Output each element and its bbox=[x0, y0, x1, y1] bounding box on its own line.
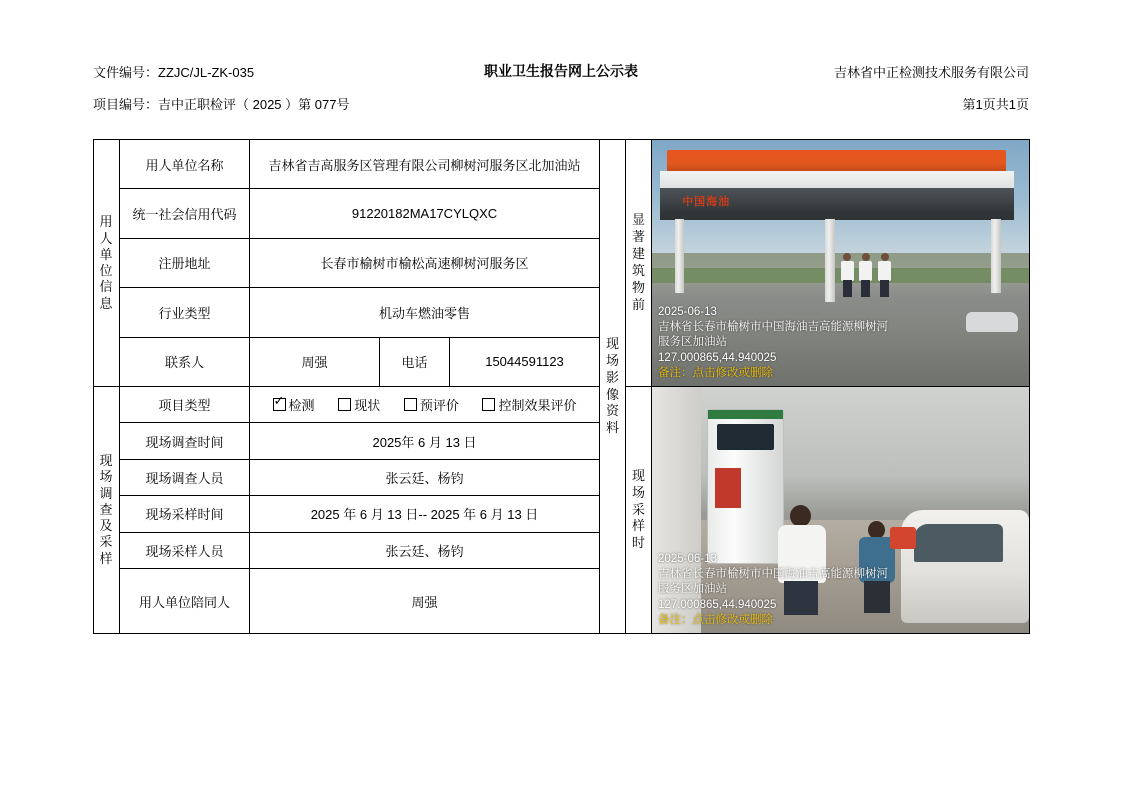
project-type-label: 项目类型 bbox=[120, 387, 250, 423]
document-number: 文件编号：ZZJC/JL-ZK-035 bbox=[93, 65, 255, 80]
page-title: 职业卫生报告网上公示表 bbox=[484, 63, 638, 79]
survey-staff-label: 现场调查人员 bbox=[120, 459, 250, 495]
photo-2-note: 备注：点击修改或删除 bbox=[658, 613, 774, 626]
survey-section-label: 现场调查及采样 bbox=[94, 387, 120, 634]
table-row bbox=[94, 140, 1030, 189]
industry-value: 机动车燃油零售 bbox=[250, 288, 600, 337]
photo-1-location-line1: 吉林省长春市榆树市中国海油吉高能源柳树河 bbox=[658, 321, 889, 334]
industry-label: 行业类型 bbox=[120, 288, 250, 337]
public-disclosure-table bbox=[93, 139, 1030, 634]
photo-1 bbox=[652, 140, 1029, 386]
photo-1-note: 备注：点击修改或删除 bbox=[658, 366, 774, 379]
page-number: 第1页共1页 bbox=[962, 97, 1029, 112]
accompany-value: 周强 bbox=[250, 569, 600, 634]
photo-2-side-label: 现场采样时 bbox=[626, 387, 652, 634]
sampling-time-label: 现场采样时间 bbox=[120, 496, 250, 532]
credit-code-label: 统一社会信用代码 bbox=[120, 189, 250, 238]
address-value: 长春市榆树市榆松高速柳树河服务区 bbox=[250, 238, 600, 287]
employer-section-label: 用人单位信息 bbox=[94, 140, 120, 387]
checkbox-icon[interactable] bbox=[338, 398, 351, 411]
checkbox-icon[interactable] bbox=[482, 398, 495, 411]
company-name: 吉林省中正检测技术服务有限公司 bbox=[833, 65, 1029, 80]
project-number: 项目编号：吉中正职检评（ 2025 ）第 077号 bbox=[93, 97, 350, 112]
survey-time-value: 2025年 6 月 13 日 bbox=[250, 423, 600, 459]
photo-2 bbox=[652, 387, 1029, 633]
project-type-option-0[interactable] bbox=[273, 395, 315, 414]
survey-staff-value: 张云廷、杨钧 bbox=[250, 459, 600, 495]
project-type-option-3[interactable] bbox=[482, 395, 576, 414]
photo-1-date: 2025-06-13 bbox=[658, 306, 717, 319]
contact-value: 周强 bbox=[250, 337, 380, 386]
employer-name-value: 吉林省吉高服务区管理有限公司柳树河服务区北加油站 bbox=[250, 140, 600, 189]
employer-name-label: 用人单位名称 bbox=[120, 140, 250, 189]
accompany-label: 用人单位陪同人 bbox=[120, 569, 250, 634]
contact-label: 联系人 bbox=[120, 337, 250, 386]
table-row bbox=[94, 387, 1030, 423]
photo-1-coordinates: 127.000865,44.940025 bbox=[658, 351, 777, 364]
sampling-time-value: 2025 年 6 月 13 日-- 2025 年 6 月 13 日 bbox=[250, 496, 600, 532]
photo-2-date: 2025-06-13 bbox=[658, 553, 717, 566]
photo-2-location-line1: 吉林省长春市榆树市中国海油吉高能源柳树河 bbox=[658, 568, 889, 581]
photo-1-cell bbox=[652, 140, 1030, 387]
station-brand-sign: 中国海油 bbox=[682, 195, 731, 208]
photo-1-overlay bbox=[658, 305, 888, 381]
project-type-option-3-label: 控制效果评价 bbox=[498, 398, 577, 414]
checkbox-icon[interactable] bbox=[273, 398, 286, 411]
photo-2-coordinates: 127.000865,44.940025 bbox=[658, 598, 777, 611]
project-type-option-1[interactable] bbox=[338, 395, 380, 414]
photo-2-location-line2: 服务区加油站 bbox=[658, 583, 728, 596]
project-type-option-1-label: 现状 bbox=[354, 398, 381, 414]
project-type-option-2-label: 预评价 bbox=[419, 398, 459, 414]
sampling-staff-label: 现场采样人员 bbox=[120, 532, 250, 568]
phone-label: 电话 bbox=[380, 337, 450, 386]
photo-1-location-line2: 服务区加油站 bbox=[658, 336, 728, 349]
phone-value: 15044591123 bbox=[450, 337, 600, 386]
sampling-staff-value: 张云廷、杨钧 bbox=[250, 532, 600, 568]
checkbox-icon[interactable] bbox=[404, 398, 417, 411]
project-type-option-0-label: 检测 bbox=[288, 398, 315, 414]
project-type-option-2[interactable] bbox=[404, 395, 459, 414]
project-type-options bbox=[250, 387, 600, 423]
photo-2-overlay bbox=[658, 552, 888, 628]
survey-time-label: 现场调查时间 bbox=[120, 423, 250, 459]
media-section-label: 现场影像资料 bbox=[600, 140, 626, 634]
address-label: 注册地址 bbox=[120, 238, 250, 287]
photo-2-cell bbox=[652, 387, 1030, 634]
credit-code-value: 91220182MA17CYLQXC bbox=[250, 189, 600, 238]
photo-1-side-label: 显著建筑物前 bbox=[626, 140, 652, 387]
